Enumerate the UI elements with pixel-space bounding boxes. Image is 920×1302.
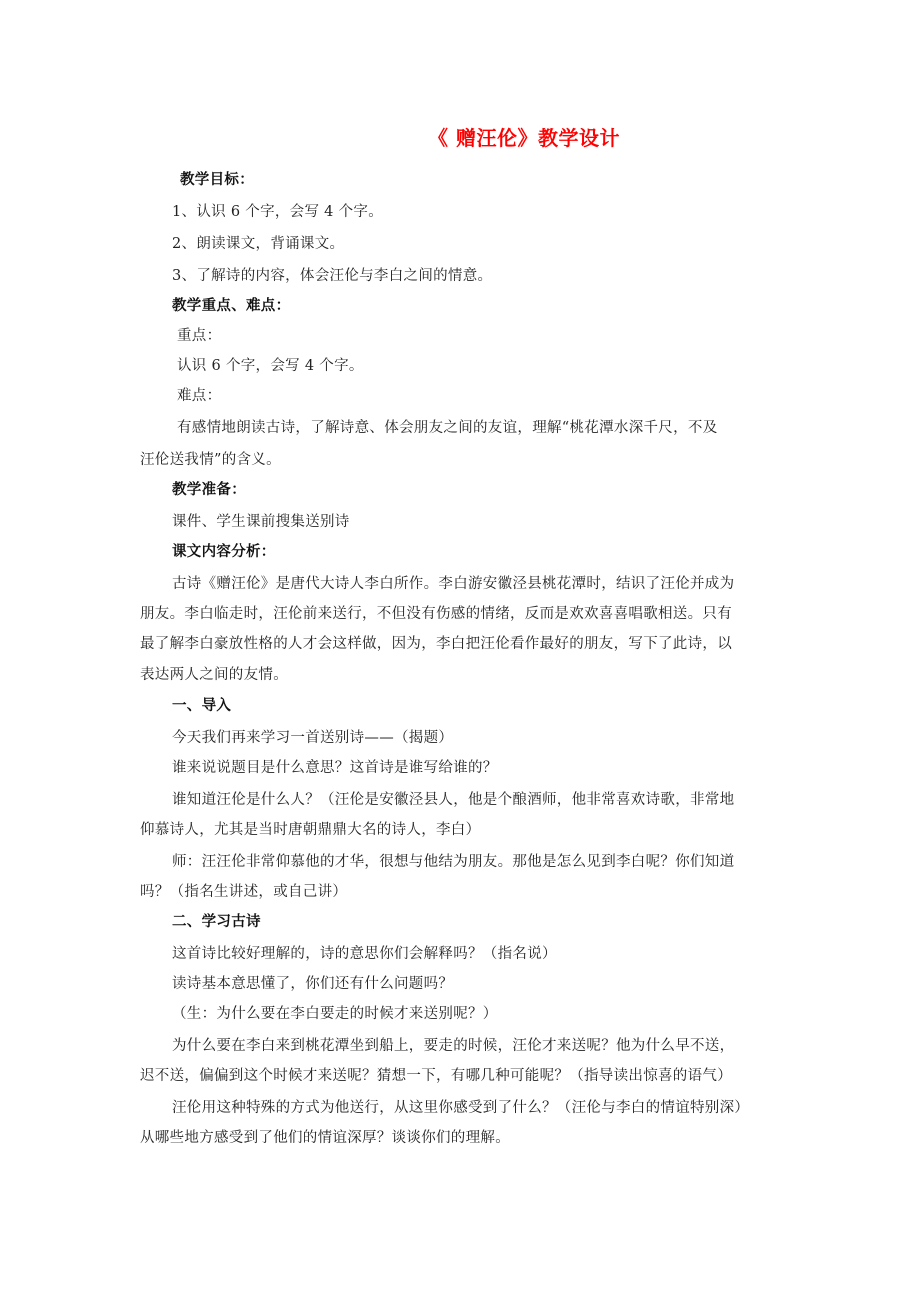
intro-paragraph: 吗？（指名生讲述，或自己讲）	[140, 884, 348, 900]
key-text: 认识 6 个字，会写 4 个字。	[177, 358, 364, 374]
preparation-heading: 教学准备：	[172, 482, 246, 498]
document-title: 《 赠汪伦》教学设计	[428, 126, 620, 150]
intro-paragraph: 谁来说说题目是什么意思？这首诗是谁写给谁的？	[172, 760, 498, 776]
analysis-heading: 课文内容分析：	[172, 544, 276, 560]
study-paragraph: 从哪些地方感受到了他们的情谊深厚？谈谈你们的理解。	[140, 1130, 510, 1146]
difficult-label: 难点：	[177, 388, 222, 404]
preparation-text: 课件、学生课前搜集送别诗	[172, 514, 350, 530]
goals-heading: 教学目标：	[180, 172, 254, 188]
key-points-heading: 教学重点、难点：	[172, 298, 291, 314]
analysis-line: 古诗《赠汪伦》是唐代大诗人李白所作。李白游安徽泾县桃花潭时，结识了汪伦并成为	[172, 576, 735, 592]
analysis-line: 最了解李白豪放性格的人才会这样做，因为，李白把汪伦看作最好的朋友，写下了此诗，以	[140, 636, 732, 652]
intro-heading: 一、导入	[172, 698, 232, 714]
intro-paragraph: 今天我们再来学习一首送别诗——（揭题）	[172, 730, 454, 746]
intro-paragraph: 师：汪汪伦非常仰慕他的才华，很想与他结为朋友。那他是怎么见到李白呢？你们知道	[172, 854, 735, 870]
study-paragraph: 迟不送，偏偏到这个时候才来送呢？猜想一下，有哪几种可能呢？（指导读出惊喜的语气）	[140, 1068, 732, 1084]
key-label: 重点：	[177, 328, 222, 344]
difficult-text-line: 有感情地朗读古诗，了解诗意、体会朋友之间的友谊，理解“桃花潭水深千尺，不及	[177, 420, 718, 436]
goal-item: 2、朗读课文，背诵课文。	[172, 236, 345, 252]
analysis-line: 朋友。李白临走时，汪伦前来送行，不但没有伤感的情绪，反而是欢欢喜喜唱歌相送。只有	[140, 606, 732, 622]
study-paragraph: 为什么要在李白来到桃花潭坐到船上，要走的时候，汪伦才来送呢？他为什么早不送，	[172, 1038, 735, 1054]
intro-paragraph: 仰慕诗人，尤其是当时唐朝鼎鼎大名的诗人，李白）	[140, 822, 481, 838]
intro-paragraph: 谁知道汪伦是什么人？（汪伦是安徽泾县人，他是个酿酒师，他非常喜欢诗歌，非常地	[172, 792, 735, 808]
goal-item: 1、认识 6 个字，会写 4 个字。	[172, 204, 384, 220]
goal-item: 3、了解诗的内容，体会汪伦与李白之间的情意。	[172, 268, 493, 284]
study-paragraph: 汪伦用这种特殊的方式为他送行，从这里你感受到了什么？（汪伦与李白的情谊特别深）	[172, 1100, 750, 1116]
analysis-line: 表达两人之间的友情。	[140, 667, 288, 683]
study-paragraph: 读诗基本意思懂了，你们还有什么问题吗？	[172, 976, 454, 992]
difficult-text-line: 汪伦送我情”的含义。	[140, 452, 281, 468]
study-heading: 二、学习古诗	[172, 914, 261, 930]
study-paragraph: 这首诗比较好理解的，诗的意思你们会解释吗？（指名说）	[172, 946, 557, 962]
study-paragraph: （生：为什么要在李白要走的时候才来送别呢？）	[172, 1006, 498, 1022]
